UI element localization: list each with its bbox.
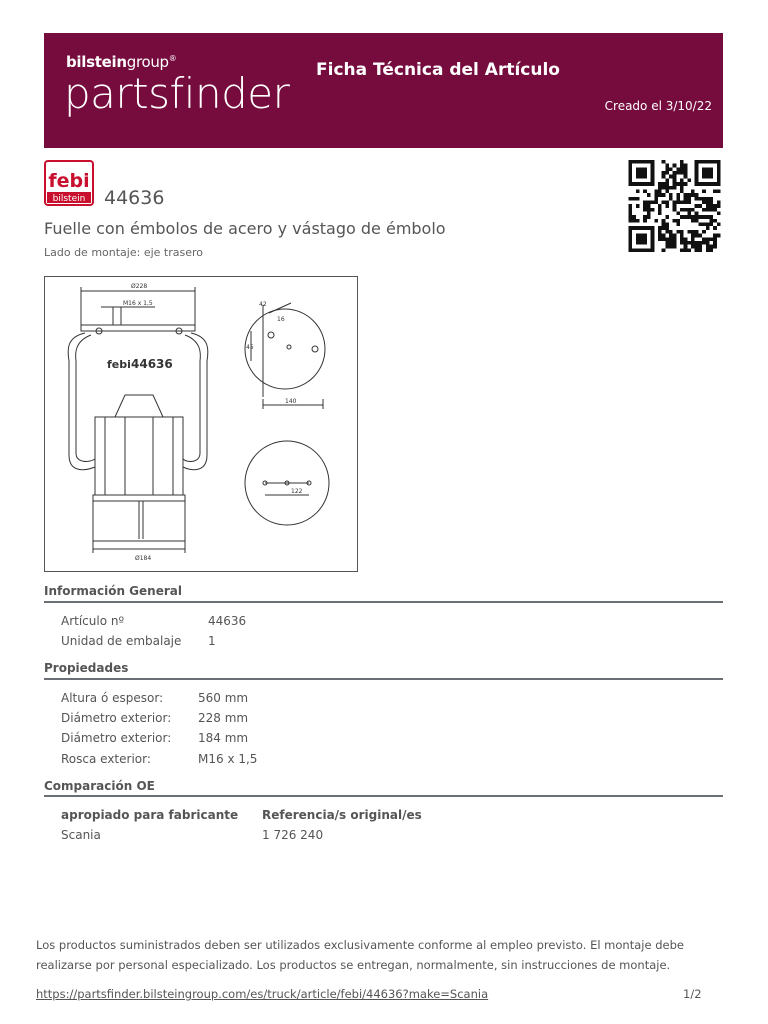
mounting-side: Lado de montaje: eje trasero <box>44 246 203 259</box>
section-properties-title: Propiedades <box>44 661 129 675</box>
svg-text:45: 45 <box>246 344 254 351</box>
svg-text:42: 42 <box>259 301 267 308</box>
property-label: Rosca exterior: <box>61 752 151 766</box>
section-divider <box>44 678 723 680</box>
oe-reference: 1 726 240 <box>262 828 324 842</box>
qr-code <box>626 160 723 252</box>
property-value: 560 mm <box>198 691 249 705</box>
general-label: Artículo nº <box>61 614 125 628</box>
svg-text:Ø184: Ø184 <box>135 555 152 562</box>
svg-text:44636: 44636 <box>131 357 173 371</box>
created-date: Creado el 3/10/22 <box>604 99 712 113</box>
usage-notice: Los productos suministrados deben ser utilizados exclusivamente conforme al empleo previsto. El montaje debe realizarse por personal especializado. Los productos se entregan, normalmente, sin instrucciones de montaje. <box>36 938 684 972</box>
property-value: M16 x 1,5 <box>198 752 258 766</box>
section-general-title: Información General <box>44 584 182 598</box>
section-divider <box>44 795 723 797</box>
brand-name: bilsteingroup® <box>66 53 177 71</box>
svg-text:febi: febi <box>107 358 131 371</box>
svg-text:140: 140 <box>285 398 297 405</box>
svg-text:122: 122 <box>291 488 303 495</box>
general-value: 1 <box>208 634 216 648</box>
svg-text:16: 16 <box>277 316 285 323</box>
svg-text:febi: febi <box>48 170 90 192</box>
property-label: Altura ó espesor: <box>61 691 164 705</box>
svg-text:Ø228: Ø228 <box>131 283 148 290</box>
general-label: Unidad de embalaje <box>61 634 182 648</box>
oe-maker: Scania <box>61 828 101 842</box>
oe-col-ref-header: Referencia/s original/es <box>262 808 422 822</box>
svg-text:bilstein: bilstein <box>52 194 86 204</box>
property-label: Diámetro exterior: <box>61 731 172 745</box>
article-title: Fuelle con émbolos de acero y vástago de émbolo <box>44 219 446 238</box>
property-value: 228 mm <box>198 711 249 725</box>
page-title: Ficha Técnica del Artículo <box>316 60 560 80</box>
febi-logo <box>44 160 94 206</box>
header-banner <box>44 33 723 148</box>
oe-col-maker-header: apropiado para fabricante <box>61 808 239 822</box>
property-label: Diámetro exterior: <box>61 711 172 725</box>
article-url-link[interactable]: https://partsfinder.bilsteingroup.com/es/truck/article/febi/44636?make=Scania <box>36 987 489 1001</box>
section-oe-title: Comparación OE <box>44 779 155 793</box>
section-divider <box>44 601 723 603</box>
svg-text:M16 x 1,5: M16 x 1,5 <box>123 300 153 307</box>
article-number: 44636 <box>104 187 165 209</box>
general-value: 44636 <box>208 614 247 628</box>
brand-partsfinder: partsfinder <box>64 69 290 118</box>
page-number: 1/2 <box>683 987 702 1001</box>
technical-drawing <box>44 276 358 572</box>
property-value: 184 mm <box>198 731 249 745</box>
